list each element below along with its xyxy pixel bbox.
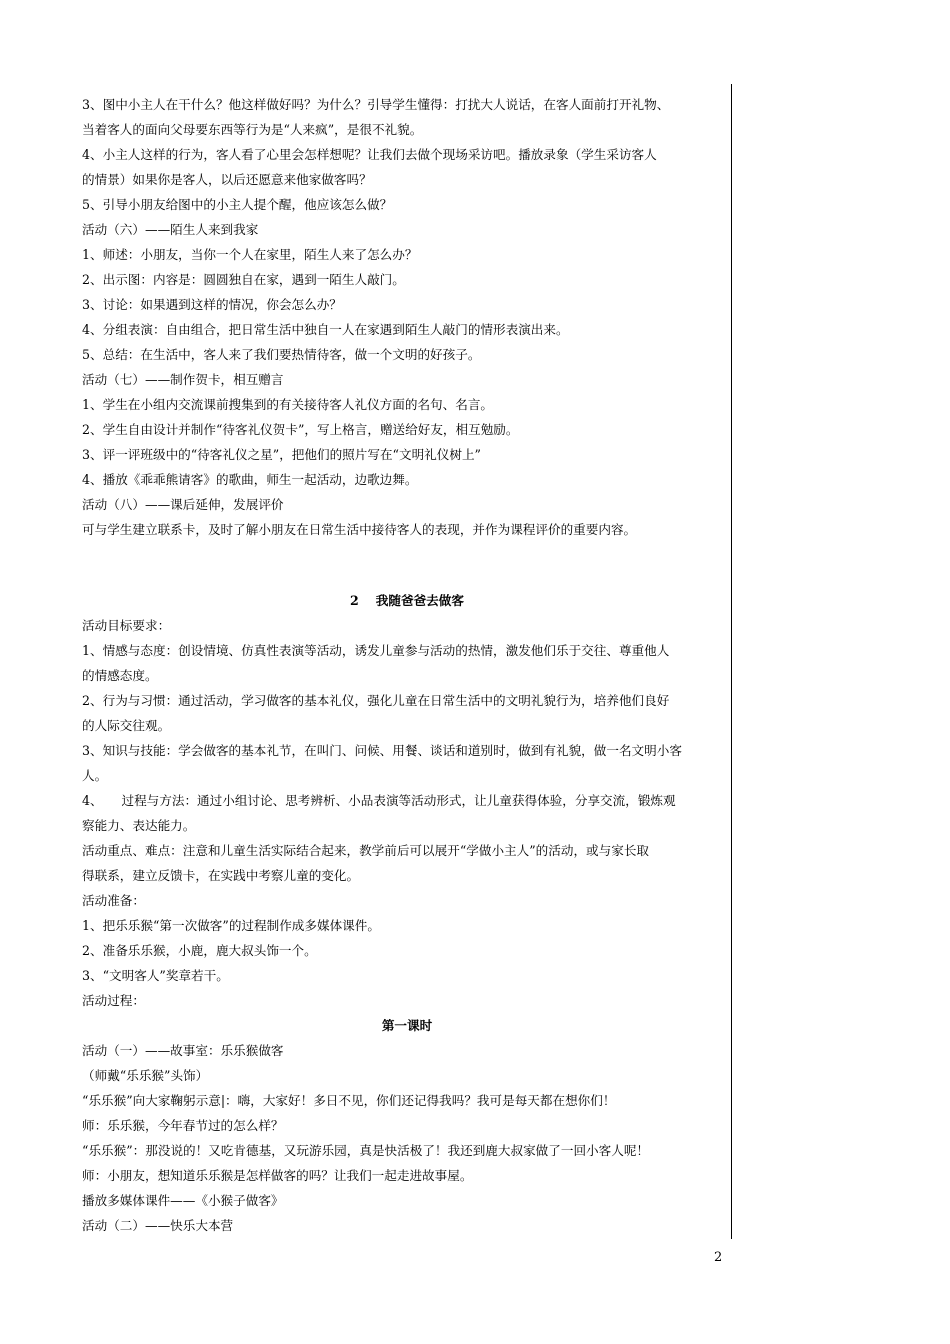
text-line: 5、总结：在生活中，客人来了我们要热情待客，做一个文明的好孩子。	[82, 347, 481, 362]
text-line: “乐乐猴”：那没说的！又吃肯德基，又玩游乐园，真是快活极了！我还到鹿大叔家做了一回小客人呢！	[82, 1143, 650, 1158]
text-line: 2、准备乐乐猴，小鹿，鹿大叔头饰一个。	[82, 943, 317, 958]
text-line: 活动重点、难点：注意和儿童生活实际结合起来，教学前后可以展开“学做小主人”的活动，或与家长取	[82, 843, 650, 858]
section-title: 2 我随爸爸去做客	[350, 593, 464, 608]
text-line: 3、图中小主人在干什么？他这样做好吗？为什么？引导学生懂得：打扰大人说话，在客人面前打开礼物、	[82, 97, 670, 112]
text-line: 活动目标要求：	[82, 618, 171, 633]
text-line: 1、情感与态度：创设情境、仿真性表演等活动，诱发儿童参与活动的热情，激发他们乐于交往、尊重他人	[82, 643, 670, 658]
text-line: 可与学生建立联系卡，及时了解小朋友在日常生活中接待客人的表现，并作为课程评价的重要内容。	[82, 522, 637, 537]
text-line: 4、分组表演：自由组合，把日常生活中独自一人在家遇到陌生人敲门的情形表演出来。	[82, 322, 569, 337]
text-line: 4、播放《乖乖熊请客》的歌曲，师生一起活动，边歌边舞。	[82, 472, 418, 487]
text-line: 2、学生自由设计并制作“待客礼仪贺卡”，写上格言，赠送给好友，相互勉励。	[82, 422, 519, 437]
text-line: 3、讨论：如果遇到这样的情况，你会怎么办？	[82, 297, 342, 312]
activity-heading: 活动（七）——制作贺卡，相互赠言	[82, 372, 284, 387]
text-line: 3、知识与技能：学会做客的基本礼节，在叫门、问候、用餐、谈话和道别时，做到有礼貌，做一名文明小客	[82, 743, 682, 758]
text-line: 1、把乐乐猴“第一次做客”的过程制作成多媒体课件。	[82, 918, 380, 933]
text-line: 1、学生在小组内交流课前搜集到的有关接待客人礼仪方面的名句、名言。	[82, 397, 494, 412]
text-line: 当着客人的面向父母要东西等行为是“人来疯”，是很不礼貌。	[82, 122, 423, 137]
text-line: 2、行为与习惯：通过活动，学习做客的基本礼仪，强化儿童在日常生活中的文明礼貌行为，培养他们良好	[82, 693, 670, 708]
text-line: 5、引导小朋友给图中的小主人提个醒，他应该怎么做？	[82, 197, 393, 212]
activity-heading: 活动（六）——陌生人来到我家	[82, 222, 259, 237]
text-line: 播放多媒体课件——《小猴子做客》	[82, 1193, 284, 1208]
activity-heading: 活动（八）——课后延伸，发展评价	[82, 497, 284, 512]
text-line: （师戴“乐乐猴”头饰）	[82, 1068, 209, 1083]
page-number: 2	[714, 1250, 723, 1265]
activity-heading: 活动（二）——快乐大本营	[82, 1218, 234, 1233]
text-line: 师：小朋友，想知道乐乐猴是怎样做客的吗？让我们一起走进故事屋。	[82, 1168, 473, 1183]
text-line: 4、 过程与方法：通过小组讨论、思考辨析、小品表演等活动形式，让儿童获得体验，分享交流，锻炼观	[82, 793, 676, 808]
text-line: 的人际交往观。	[82, 718, 171, 733]
text-line: 师：乐乐猴，今年春节过的怎么样？	[82, 1118, 284, 1133]
text-line: 4、小主人这样的行为，客人看了心里会怎样想呢？让我们去做个现场采访吧。播放录象（学生采访客人	[82, 147, 657, 162]
section-gap	[82, 542, 732, 588]
text-line: “乐乐猴”向大家鞠躬示意|：嗨，大家好！多日不见，你们还记得我吗？我可是每天都在想你们！	[82, 1093, 616, 1108]
activity-heading: 活动（一）——故事室：乐乐猴做客	[82, 1043, 284, 1058]
text-line: 的情景）如果你是客人，以后还愿意来他家做客吗？	[82, 172, 372, 187]
document-body	[82, 92, 732, 1238]
text-line: 的情感态度。	[82, 668, 158, 683]
text-line: 3、评一评班级中的“待客礼仪之星”，把他们的照片写在“文明礼仪树上”	[82, 447, 481, 462]
text-line: 得联系，建立反馈卡，在实践中考察儿童的变化。	[82, 868, 360, 883]
text-line: 3、“文明客人”奖章若干。	[82, 968, 229, 983]
text-line: 人。	[82, 768, 108, 783]
text-line: 1、师述：小朋友，当你一个人在家里，陌生人来了怎么办？	[82, 247, 418, 262]
lesson-title: 第一课时	[381, 1018, 433, 1033]
text-line: 活动准备：	[82, 893, 145, 908]
text-line: 2、出示图：内容是：圆圆独自在家，遇到一陌生人敲门。	[82, 272, 405, 287]
text-line: 活动过程：	[82, 993, 145, 1008]
text-line: 察能力、表达能力。	[82, 818, 196, 833]
